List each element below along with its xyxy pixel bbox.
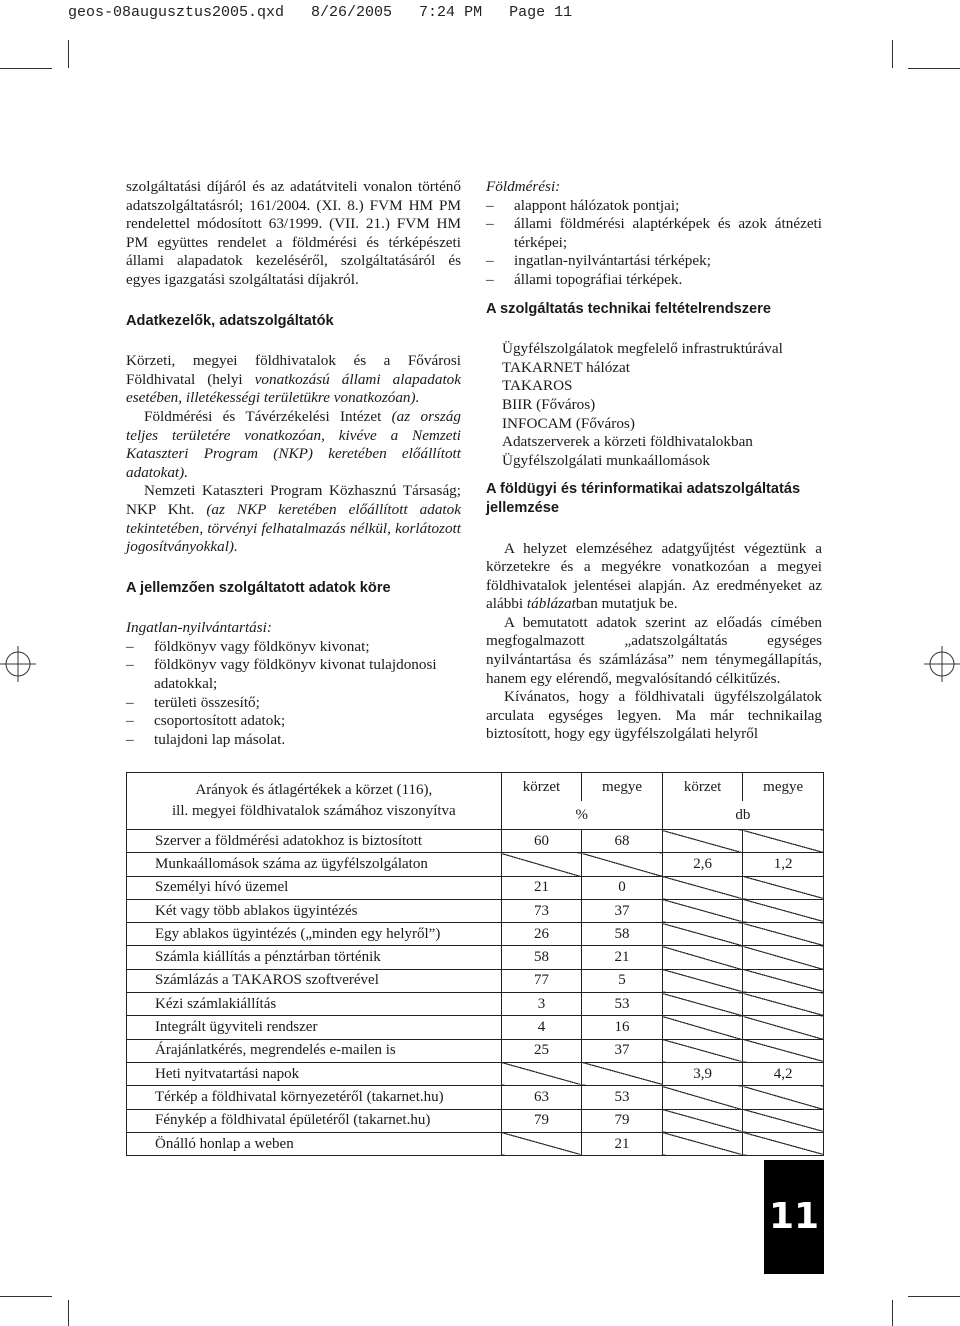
intro-paragraph: szolgáltatási díjáról és az adatátviteli vonalon történő adatszolgáltatásról; 161/2004. (XI. 8.) FVM HM PM rendelettel módosított 63/1999. (VII. 21.) FVM HM PM együttes rendelet a földmérési és térképészeti állami alapadatok kezeléséről, szolgáltatásáról és egyes igazgatási szolgáltatási díjakról. xyxy=(126,178,461,288)
crop-mark xyxy=(908,68,960,69)
registration-mark-icon xyxy=(924,646,960,682)
row-label: Számlázás a TAKAROS szoftverével xyxy=(127,969,502,992)
infra-item: INFOCAM (Főváros) xyxy=(502,414,635,432)
row-label: Két vagy több ablakos ügyintézés xyxy=(127,899,502,922)
heading-data-providers: Adatkezelők, adatszolgáltatók xyxy=(126,312,334,329)
value-cell: 1,2 xyxy=(743,853,824,876)
empty-cell xyxy=(743,1039,824,1062)
empty-cell xyxy=(662,946,742,969)
paragraph-fomi: Földmérési és Távérzékelési Intézet (az ország teljes területére vonatkozóan, kivéve a Nemzeti Kataszteri Program (NKP) keretében előállított adatokat). xyxy=(126,407,461,481)
empty-cell xyxy=(501,1062,581,1085)
row-label: Integrált ügyviteli rendszer xyxy=(127,1016,502,1039)
right-column xyxy=(486,178,822,744)
empty-cell xyxy=(501,1132,581,1155)
value-cell: 68 xyxy=(582,830,663,853)
value-cell: 77 xyxy=(501,969,581,992)
row-label: Munkaállomások száma az ügyfélszolgálaton xyxy=(127,853,502,876)
value-cell: 21 xyxy=(582,946,663,969)
registration-mark-icon xyxy=(0,646,36,682)
value-cell: 58 xyxy=(582,923,663,946)
empty-cell xyxy=(662,1132,742,1155)
crop-mark xyxy=(68,40,69,68)
table-row xyxy=(127,1109,824,1132)
empty-cell xyxy=(662,993,742,1016)
row-label: Heti nyitvatartási napok xyxy=(127,1062,502,1085)
table-row xyxy=(127,876,824,899)
heading-data-scope: A jellemzően szolgáltatott adatok köre xyxy=(126,579,391,596)
unit-db: db xyxy=(662,801,823,830)
list-item: – állami földmérési alaptérképek és azok átnézeti térképei; xyxy=(486,215,822,251)
value-cell: 79 xyxy=(582,1109,663,1132)
empty-cell xyxy=(743,923,824,946)
empty-cell xyxy=(662,1016,742,1039)
col-head: körzet xyxy=(662,773,742,802)
infra-item: Ügyfélszolgálati munkaállomások xyxy=(502,451,710,469)
empty-cell xyxy=(662,969,742,992)
value-cell: 4,2 xyxy=(743,1062,824,1085)
infra-item: TAKAROS xyxy=(502,377,573,395)
paragraph-findings: A bemutatott adatok szerint az előadás címében megfogalmazott „adatszolgáltatás egységes nyilvántartása és számlázása” nem ténymegállapítás, hanem egy elérendő, megvalósítandó célkitűzés. xyxy=(486,613,822,687)
list-title-surveying: Földmérési: xyxy=(486,178,561,195)
value-cell: 5 xyxy=(582,969,663,992)
page-number: 11 xyxy=(764,1160,824,1274)
row-label: Kézi számlakiállítás xyxy=(127,993,502,1016)
heading-service-characterization: A földügyi és térinformatikai adatszolgáltatás jellemzése xyxy=(486,481,801,516)
row-label: Önálló honlap a weben xyxy=(127,1132,502,1155)
crop-mark xyxy=(908,1296,960,1297)
infra-item: TAKARNET hálózat xyxy=(502,358,630,376)
empty-cell xyxy=(743,1016,824,1039)
row-label: Fénykép a földhivatal épületéről (takarnet.hu) xyxy=(127,1109,502,1132)
empty-cell xyxy=(662,899,742,922)
table-row xyxy=(127,993,824,1016)
col-head: körzet xyxy=(501,773,581,802)
table-caption: Arányok és átlagértékek a körzet (116), ill. megyei földhivatalok számához viszonyítva xyxy=(127,773,502,830)
list-item: – ingatlan-nyilvántartási térképek; xyxy=(486,252,711,270)
crop-mark xyxy=(892,40,893,68)
heading-technical-conditions: A szolgáltatás technikai feltételrendszere xyxy=(486,300,771,317)
table-row xyxy=(127,969,824,992)
value-cell: 2,6 xyxy=(662,853,742,876)
empty-cell xyxy=(662,876,742,899)
empty-cell xyxy=(743,830,824,853)
table-row xyxy=(127,1132,824,1155)
list-item: – földkönyv vagy földkönyv kivonat tulajdonosi adatokkal; xyxy=(126,656,437,693)
crop-mark xyxy=(892,1300,893,1326)
empty-cell xyxy=(662,1039,742,1062)
empty-cell xyxy=(743,1109,824,1132)
empty-cell xyxy=(582,1062,663,1085)
table-row xyxy=(127,1039,824,1062)
list-item: – állami topográfiai térképek. xyxy=(486,270,683,288)
table-header-row xyxy=(127,773,824,802)
infra-item: Adatszerverek a körzeti földhivatalokban xyxy=(502,433,753,451)
value-cell: 79 xyxy=(501,1109,581,1132)
paragraph-desirable: Kívánatos, hogy a földhivatali ügyfélszolgálatok arculata egységes legyen. Ma már technikailag biztosított, hogy egy ügyfélszolgálati helyről xyxy=(486,688,822,743)
value-cell: 4 xyxy=(501,1016,581,1039)
row-label: Egy ablakos ügyintézés („minden egy helyről”) xyxy=(127,923,502,946)
empty-cell xyxy=(743,946,824,969)
row-label: Számla kiállítás a pénztárban történik xyxy=(127,946,502,969)
statistics-table xyxy=(126,772,824,1156)
empty-cell xyxy=(743,993,824,1016)
list-item: – tulajdoni lap másolat. xyxy=(126,730,286,748)
row-label: Szerver a földmérési adatokhoz is biztosított xyxy=(127,830,502,853)
row-label: Térkép a földhivatal környezetéről (takarnet.hu) xyxy=(127,1086,502,1109)
list-item: – alappont hálózatok pontjai; xyxy=(486,196,680,214)
crop-mark xyxy=(68,1300,69,1326)
unit-percent: % xyxy=(501,801,662,830)
crop-mark xyxy=(0,1296,52,1297)
empty-cell xyxy=(582,853,663,876)
value-cell: 26 xyxy=(501,923,581,946)
empty-cell xyxy=(743,1086,824,1109)
empty-cell xyxy=(662,1086,742,1109)
value-cell: 53 xyxy=(582,993,663,1016)
crop-mark xyxy=(0,68,52,69)
col-head: megye xyxy=(582,773,663,802)
value-cell: 53 xyxy=(582,1086,663,1109)
list-item: – területi összesítő; xyxy=(126,693,260,711)
table-row xyxy=(127,899,824,922)
table-row xyxy=(127,1062,824,1085)
table-row xyxy=(127,1086,824,1109)
empty-cell xyxy=(743,969,824,992)
table-row xyxy=(127,830,824,853)
value-cell: 3 xyxy=(501,993,581,1016)
value-cell: 21 xyxy=(501,876,581,899)
empty-cell xyxy=(662,923,742,946)
list-item: – földkönyv vagy földkönyv kivonat; xyxy=(126,637,370,655)
infra-item: Ügyfélszolgálatok megfelelő infrastruktúrával xyxy=(502,340,783,358)
paragraph-land-offices: Körzeti, megyei földhivatalok és a Fővárosi Földhivatal (helyi vonatkozású állami alapadatok esetében, illetékességi területükre vonatkozóan). xyxy=(126,352,461,407)
value-cell: 58 xyxy=(501,946,581,969)
value-cell: 0 xyxy=(582,876,663,899)
value-cell: 60 xyxy=(501,830,581,853)
col-head: megye xyxy=(743,773,824,802)
row-label: Személyi hívó üzemel xyxy=(127,876,502,899)
value-cell: 21 xyxy=(582,1132,663,1155)
value-cell: 16 xyxy=(582,1016,663,1039)
value-cell: 25 xyxy=(501,1039,581,1062)
table-row xyxy=(127,1016,824,1039)
empty-cell xyxy=(662,830,742,853)
value-cell: 37 xyxy=(582,1039,663,1062)
print-slug: geos-08augusztus2005.qxd 8/26/2005 7:24 PM Page 11 xyxy=(68,4,573,21)
value-cell: 73 xyxy=(501,899,581,922)
row-label: Árajánlatkérés, megrendelés e-mailen is xyxy=(127,1039,502,1062)
paragraph-analysis: A helyzet elemzéséhez adatgyűjtést végeztünk a körzetekre és a megyékre vonatkozóan a megyei földhivatalok jelentései alapján. Az eredményeket az alábbi táblázatban mutatjuk be. xyxy=(486,539,822,613)
paragraph-nkp: Nemzeti Kataszteri Program Közhasznú Társaság; NKP Kht. (az NKP keretében előállított adatok tekintetében, törvényi felhatalmazás nélkül, korlátozott jogosítványokkal). xyxy=(126,482,461,556)
empty-cell xyxy=(743,1132,824,1155)
table-row xyxy=(127,946,824,969)
value-cell: 63 xyxy=(501,1086,581,1109)
value-cell: 37 xyxy=(582,899,663,922)
list-item: – csoportosított adatok; xyxy=(126,712,286,730)
table-row xyxy=(127,923,824,946)
empty-cell xyxy=(743,899,824,922)
list-title-land-registry: Ingatlan-nyilvántartási: xyxy=(126,619,272,637)
empty-cell xyxy=(501,853,581,876)
empty-cell xyxy=(662,1109,742,1132)
table-row xyxy=(127,853,824,876)
infra-item: BIIR (Főváros) xyxy=(502,395,596,413)
value-cell: 3,9 xyxy=(662,1062,742,1085)
left-column xyxy=(126,178,461,749)
empty-cell xyxy=(743,876,824,899)
